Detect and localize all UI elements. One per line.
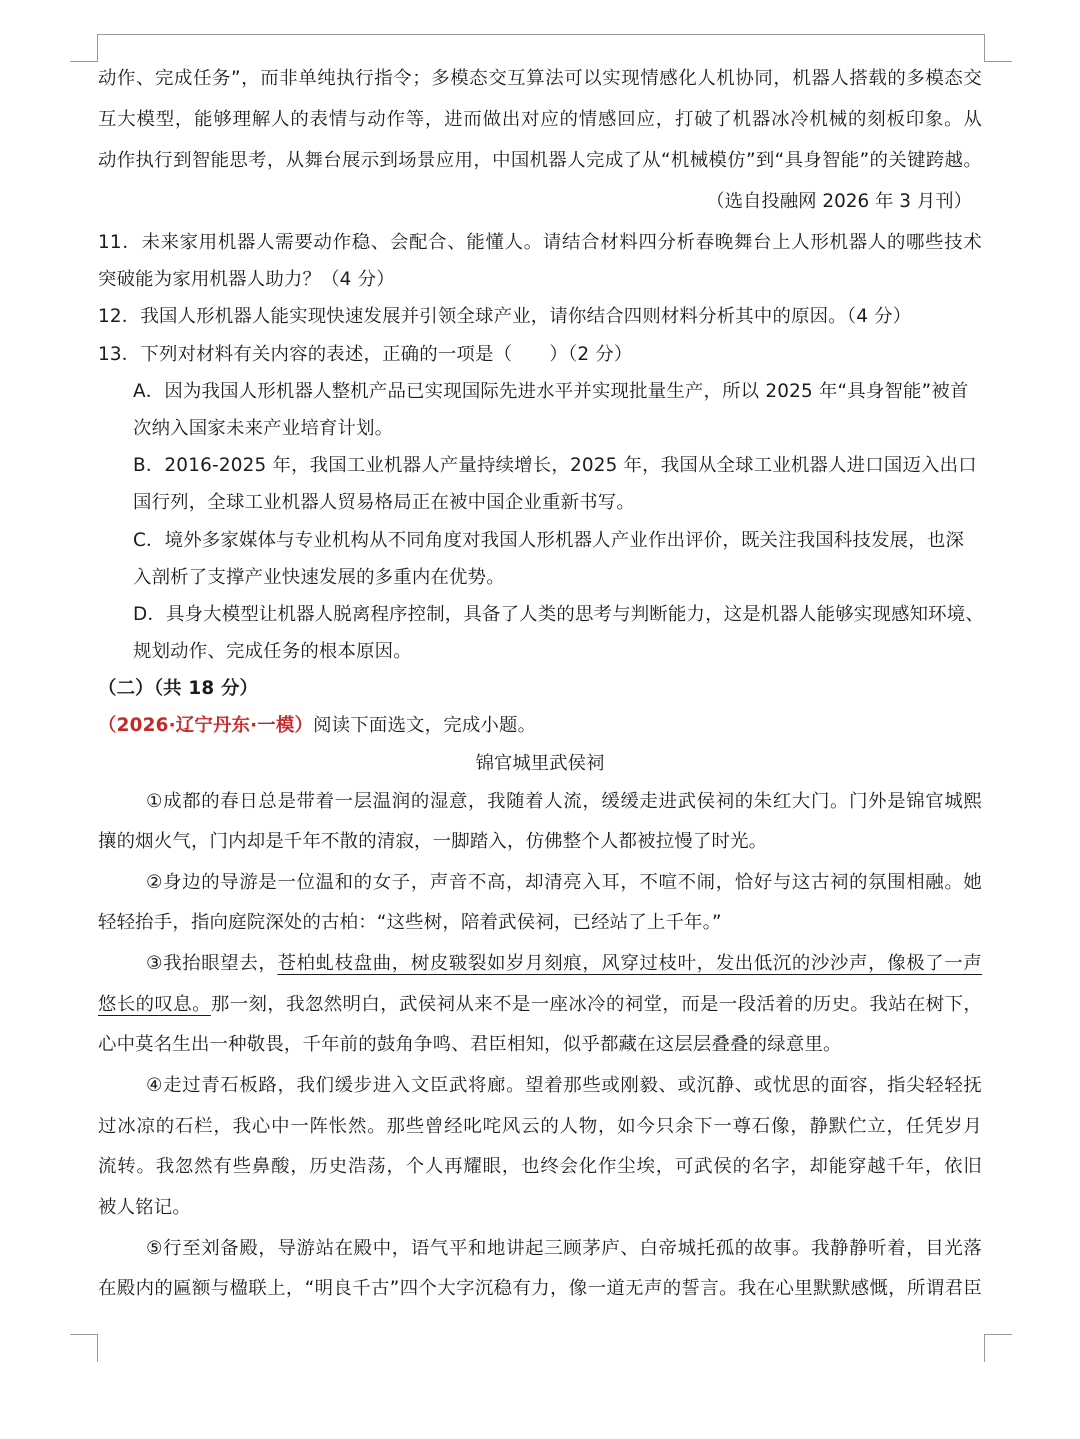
question-12: 12．我国人形机器人能实现快速发展并引领全球产业，请你结合四则材料分析其中的原因。（4 分） — [98, 306, 912, 327]
crop-mark-bottom-left-h — [70, 1334, 98, 1335]
crop-mark-bottom-left-v — [97, 1334, 98, 1362]
section-instruction-row — [98, 711, 536, 737]
option-a-line-2: 次纳入国家未来产业培育计划。 — [133, 418, 394, 439]
essay-p4-line-4: 被人铭记。 — [98, 1197, 191, 1218]
essay-p4-line-1: ④走过青石板路，我们缓步进入文臣武将廊。望着那些或刚毅、或沉静、或忧思的面容，指尖轻轻抚 — [146, 1075, 982, 1096]
option-c-line-1: C．境外多家媒体与专业机构从不同角度对我国人形机器人产业作出评价，既关注我国科技发展，也深 — [133, 530, 965, 551]
essay-p3-underlined-sentence: 苍柏虬枝盘曲，树皮皲裂如岁月刻痕，风穿过枝叶，发出低沉的沙沙声，像极了一声 — [277, 953, 983, 974]
essay-p5-line-2: 在殿内的匾额与楹联上，“明良千古”四个大字沉稳有力，像一道无声的誓言。我在心里默默感慨，所谓君臣 — [98, 1278, 982, 1299]
option-c-line-2: 入剖析了支撑产业快速发展的多重内在优势。 — [133, 567, 505, 588]
essay-p3-line-1 — [146, 949, 982, 975]
essay-p3-underlined-end: 悠长的叹息。 — [98, 994, 211, 1015]
passage-source: （选自投融网 2026 年 3 月刊） — [706, 191, 972, 212]
essay-p3-line-3: 心中莫名生出一种敬畏，千年前的鼓角争鸣、君臣相知，似乎都藏在这层层叠叠的绿意里。 — [98, 1034, 842, 1055]
essay-p1-line-2: 攘的烟火气，门内却是千年不散的清寂，一脚踏入，仿佛整个人都被拉慢了时光。 — [98, 831, 768, 852]
crop-mark-top-left-v — [97, 34, 98, 62]
option-b-line-1: B．2016-2025 年，我国工业机器人产量持续增长，2025 年，我国从全球工业机器人进口国迈入出口 — [133, 455, 977, 476]
crop-mark-bottom-right-h — [984, 1334, 1012, 1335]
crop-mark-top-left-tick — [70, 61, 98, 62]
question-11-line-1: 11．未来家用机器人需要动作稳、会配合、能懂人。请结合材料四分析春晚舞台上人形机器人的哪些技术 — [98, 232, 982, 253]
crop-mark-bottom-right-v — [984, 1334, 985, 1362]
essay-p2-line-2: 轻轻抬手，指向庭院深处的古柏：“这些树，陪着武侯祠，已经站了上千年。” — [98, 912, 722, 933]
passage-line-1: 动作、完成任务”，而非单纯执行指令；多模态交互算法可以实现情感化人机协同，机器人搭载的多模态交 — [98, 68, 982, 89]
crop-mark-top-line — [98, 34, 984, 35]
option-a-line-1: A．因为我国人形机器人整机产品已实现国际先进水平并实现批量生产，所以 2025 年“具身智能”被首 — [133, 381, 969, 402]
essay-p3-intro: ③我抬眼望去， — [146, 953, 278, 974]
passage-line-2: 互大模型，能够理解人的表情与动作等，进而做出对应的情感回应，打破了机器冰冷机械的刻板印象。从 — [98, 109, 982, 130]
instruction-text: 阅读下面选文，完成小题。 — [313, 715, 537, 736]
essay-p5-line-1: ⑤行至刘备殿，导游站在殿中，语气平和地讲起三顾茅庐、白帝城托孤的故事。我静静听着，目光落 — [146, 1238, 982, 1259]
essay-p3-line-2 — [98, 990, 982, 1016]
essay-p2-line-1: ②身边的导游是一位温和的女子，声音不高，却清亮入耳，不喧不闹，恰好与这古祠的氛围相融。她 — [146, 872, 982, 893]
essay-p4-line-2: 过冰凉的石栏，我心中一阵怅然。那些曾经叱咤风云的人物，如今只余下一尊石像，静默伫立，任凭岁月 — [98, 1116, 982, 1137]
question-11-line-2: 突破能为家用机器人助力？（4 分） — [98, 269, 395, 290]
crop-mark-top-right-v — [984, 34, 985, 62]
option-d-line-2: 规划动作、完成任务的根本原因。 — [133, 641, 412, 662]
question-13: 13．下列对材料有关内容的表述，正确的一项是（ ）（2 分） — [98, 344, 633, 365]
passage-line-3: 动作执行到智能思考，从舞台展示到场景应用，中国机器人完成了从“机械模仿”到“具身智能”的关键跨越。 — [98, 150, 982, 171]
option-d-line-1: D．具身大模型让机器人脱离程序控制，具备了人类的思考与判断能力，这是机器人能够实现感知环境、 — [133, 604, 984, 625]
essay-p4-line-3: 流转。我忽然有些鼻酸，历史浩荡，个人再耀眼，也终会化作尘埃，可武侯的名字，却能穿越千年，依旧 — [98, 1156, 982, 1177]
exam-source-tag: （2026·辽宁丹东·一模） — [98, 715, 314, 736]
crop-mark-top-right-tick — [984, 61, 1012, 62]
essay-title: 锦官城里武侯祠 — [475, 753, 605, 774]
section-heading: （二）（共 18 分） — [98, 678, 259, 699]
essay-p1-line-1: ①成都的春日总是带着一层温润的湿意，我随着人流，缓缓走进武侯祠的朱红大门。门外是锦官城熙 — [146, 791, 982, 812]
option-b-line-2: 国行列，全球工业机器人贸易格局正在被中国企业重新书写。 — [133, 492, 635, 513]
essay-p3-continuation: 那一刻，我忽然明白，武侯祠从来不是一座冰冷的祠堂，而是一段活着的历史。我站在树下， — [210, 994, 983, 1015]
